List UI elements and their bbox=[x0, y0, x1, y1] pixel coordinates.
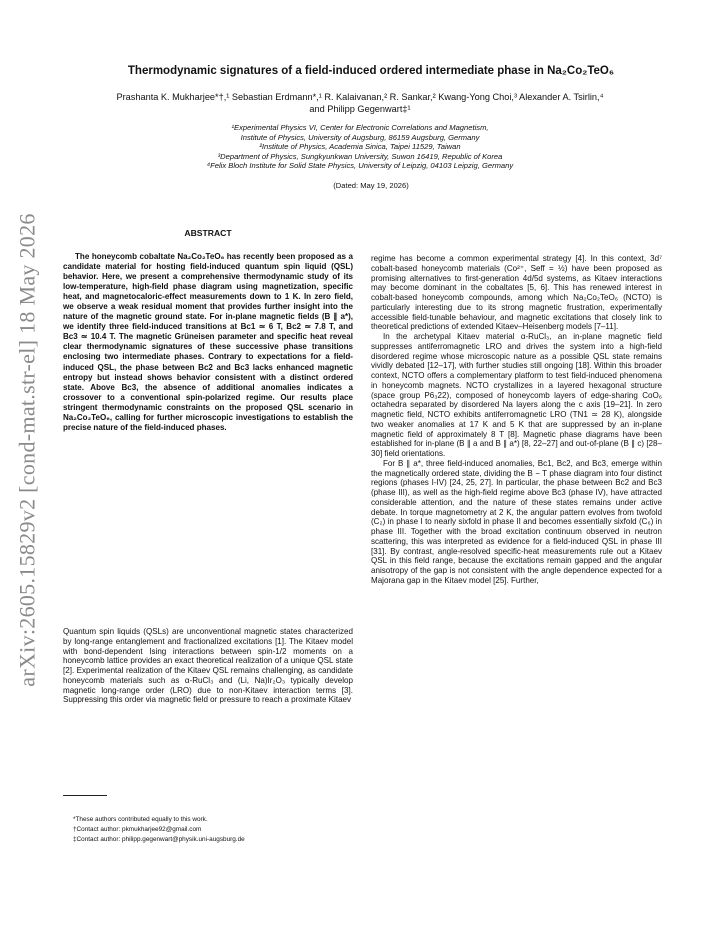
affiliation-line: ³Department of Physics, Sungkyunkwan University, Suwon 16419, Republic of Korea bbox=[217, 151, 503, 161]
right-column bbox=[371, 254, 662, 586]
abstract-paragraph: The honeycomb cobaltate Na₂Co₂TeO₆ has recently been proposed as a candidate material for hosting field-induced quantum spin liquid (QSL) behavior. Here, we present a comprehensive thermodynamic study of its low-temperature, high-field phase diagram using magnetization, specific heat, and magnetocaloric-effect measurements down to 1 K. In zero field, we observe a weak residual moment that provides further insight into the nature of the magnetic ground state. For in-plane magnetic fields (B ∥ a*), we identify three field-induced transitions at Bc1 ≃ 6 T, Bc2 ≃ 7.8 T, and Bc3 ≃ 10.4 T. The magnetic Grüneisen parameter and specific heat reveal clear thermodynamic signatures of these successive phase transitions enclosing two intermediate phases. Contrary to expectations for a field-induced QSL, the phase between Bc2 and Bc3 lacks enhanced magnetic entropy but instead shows behavior consistent with a distinct ordered state. Above Bc3, the absence of additional anomalies indicates a crossover to a conventional spin-polarized regime. Our results place stringent thermodynamic constraints on the proposed QSL scenario in Na₂Co₂TeO₆, calling for further microscopic investigations to establish the precise nature of the field-induced phases. bbox=[63, 252, 353, 432]
abstract-text bbox=[63, 252, 353, 433]
affiliation-line: ²Institute of Physics, Academia Sinica, Taipei 11529, Taiwan bbox=[259, 142, 461, 152]
author-list: Prashanta K. Mukharjee*†,¹ Sebastian Erdmann*,¹ R. Kalaivanan,² R. Sankar,² Kwang-Yong Choi,³ Alexander A. Tsirlin,⁴ and Philipp Gegenwart‡¹ bbox=[116, 92, 604, 114]
affiliation-line: ¹Experimental Physics VI, Center for Electronic Correlations and Magnetism, bbox=[231, 123, 489, 132]
intro-paragraph: Quantum spin liquids (QSLs) are unconventional magnetic states characterized by long-range entanglement and fractionalized excitations [1]. The Kitaev model with bond-dependent Ising interactions between spin-1/2 moments on a honeycomb lattice provides an exact theoretical realization of a unique QSL state [2]. Experimental realization of the Kitaev QSL remains challenging, as candidate honeycomb materials such as α-RuCl₃ and (Li, Na)Ir₂O₃ typically develop magnetic long-range order (LRO) due to non-Kitaev interaction terms [3]. Suppressing this order via magnetic field or pressure to reach a proximate Kitaev bbox=[63, 627, 353, 705]
paper-title: Thermodynamic signatures of a field-induced ordered intermediate phase in Na₂Co₂TeO₆ bbox=[127, 65, 615, 77]
footnote-contact-2: ‡Contact author: philipp.gegenwart@physik.uni-augsburg.de bbox=[73, 836, 245, 843]
body-paragraph: regime has become a common experimental strategy [4]. In this context, 3d⁷ cobalt-based honeycomb materials (Co²⁺, Seff = ½) have been proposed as promising alternatives to first-generation 4d/5d systems, as Kitaev interactions may become dominant in the cobaltates [5, 6]. This has renewed interest in cobalt-based honeycomb compounds, among which Na₂Co₂TeO₆ (NCTO) is particularly interesting due to its strong magnetic frustration, experimentally accessible field-tunable behaviour, and magnetic excitations that closely link to theoretical predictions of extended Kitaev–Heisenberg models [7–11]. bbox=[371, 254, 662, 332]
footnote-equal-contribution: *These authors contributed equally to this work. bbox=[73, 816, 208, 823]
body-paragraph: For B ∥ a*, three field-induced anomalies, Bc1, Bc2, and Bc3, emerge within the magnetically ordered state, dividing the B − T phase diagram into four distinct regions (phases I-IV) [24, 25, 27]. In particular, the phase between Bc2 and Bc3 (phase III), as well as the high-field regime above Bc3 (phase IV), have attracted considerable attention, and the nature of these states remains under active debate. In torque magnetometry at 2 K, the angular pattern evolves from twofold (C₂) in phase I to nearly sixfold in phase II and becomes essentially sixfold (C₆) in phase III. Together with the broad excitation continuum observed in neutron scattering, this was interpreted as evidence for a field-induced QSL in phase III [31]. By contrast, angle-resolved specific-heat measurements rule out a Kitaev QSL in this field range, because the excitations remain gapped and the angular anisotropy of the gap is not consistent with the angle dependence expected for a Majorana gap in the Kitaev model [25]. Further, bbox=[371, 458, 662, 585]
arxiv-identifier: arXiv:2605.15829v2 [cond-mat.str-el] 18 May 2026 bbox=[15, 213, 40, 687]
abstract-heading: ABSTRACT bbox=[184, 228, 232, 238]
body-paragraph: In the archetypal Kitaev material α-RuCl₃, an in-plane magnetic field suppresses antiferromagnetic LRO and drives the system into a high-field disordered regime whose microscopic nature as a possible QSL state remains vividly debated [12–17], with further studies still ongoing [18]. Within this broader context, NCTO offers a complementary platform to test field-induced phenomena in honeycomb magnets. NCTO crystallizes in a layered hexagonal structure (space group P6₃22), composed of honeycomb layers of edge-sharing CoO₆ octahedra separated by disordered Na layers along the c axis [19–21]. In zero magnetic field, NCTO exhibits antiferromagnetic LRO (TN1 ≃ 28 K), alongside two weaker anomalies at 17 K and 5 K that are suppressed by an in-plane magnetic field of approximately 8 T [8]. Magnetic phase diagrams have been established for in-plane (B ∥ a and B ∥ a*) [8, 22–27] and out-of-plane (B ∥ c) [28–30] field orientations. bbox=[371, 332, 662, 458]
left-column-intro bbox=[63, 627, 353, 705]
footnote-rule bbox=[63, 795, 107, 796]
affiliations bbox=[90, 123, 630, 171]
affiliation-line: Institute of Physics, University of Augsburg, 86159 Augsburg, Germany bbox=[240, 132, 480, 142]
arxiv-side-stamp bbox=[8, 200, 48, 700]
date-line: (Dated: May 19, 2026) bbox=[333, 181, 409, 190]
footnotes bbox=[73, 815, 353, 845]
footnote-contact-1: †Contact author: pkmukharjee92@gmail.com bbox=[73, 826, 202, 833]
affiliation-line: ⁴Felix Bloch Institute for Solid State Physics, University of Leipzig, 04103 Leipzig, Germany bbox=[206, 161, 514, 171]
